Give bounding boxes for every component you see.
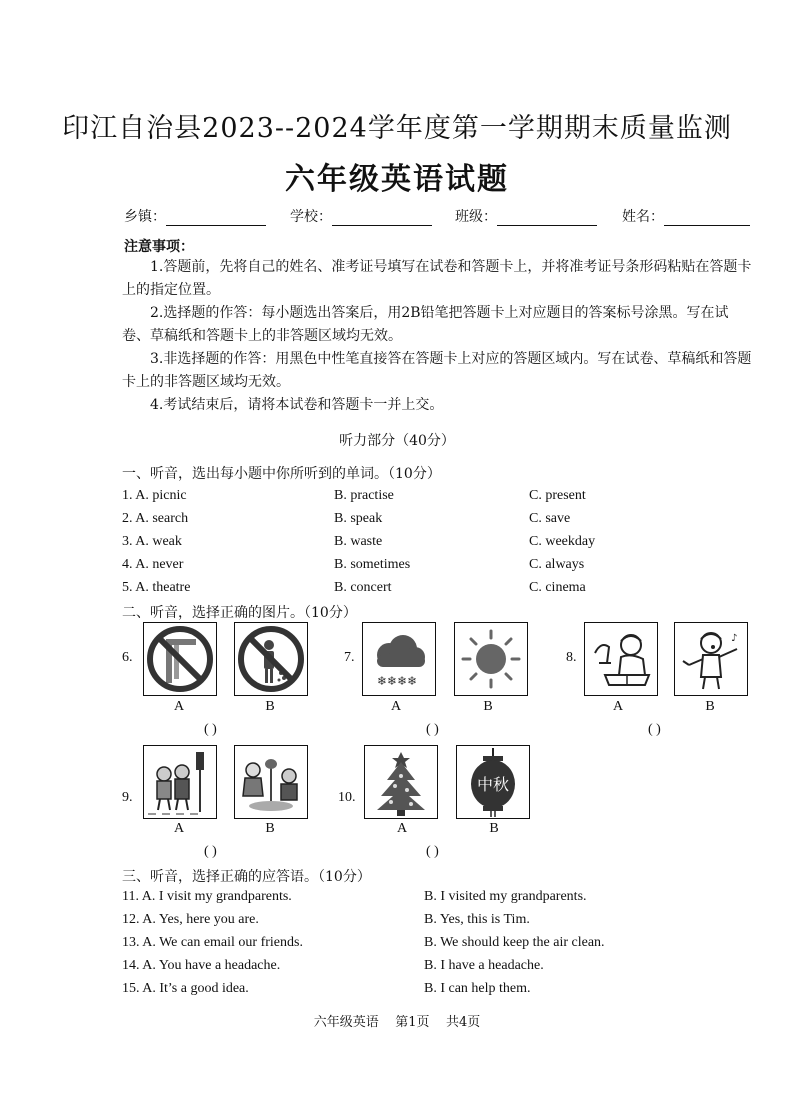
notice-item: 2.选择题的作答：每小题选出答案后，用2B铅笔把答题卡上对应题目的答案标号涂黑。写在试卷、草稿纸和答题卡上的非答题区域均无效。 [122,305,729,344]
answer-bracket[interactable]: ( ) [426,722,439,737]
picture-option-a[interactable] [362,622,436,696]
picture-label-a: A [173,821,185,836]
field-class-label: 班级： [455,209,497,225]
part3-heading: 三、听音，选择正确的应答语。（10分） [122,869,371,885]
picture-option-a[interactable] [143,622,217,696]
option-a: 12. A. Yes, here you are. [122,912,259,927]
notice-item: 1.答题前，先将自己的姓名、准考证号填写在试卷和答题卡上，并将准考证号条形码粘贴在答题卡上的指定位置。 [122,259,752,298]
option-a: 3. A. weak [122,534,182,549]
answer-bracket[interactable]: ( ) [204,722,217,737]
option-b: B. concert [334,580,392,595]
picture-label-a: A [173,699,185,714]
notice-heading: 注意事项： [124,239,194,255]
snow-cloud-icon [363,623,435,695]
option-a: 11. A. I visit my grandparents. [122,889,292,904]
listening-section-title: 听力部分（40分） [339,433,455,449]
lantern-text: 中秋 [476,775,510,794]
option-b: B. practise [334,488,394,503]
option-c: C. present [529,488,586,503]
page-footer: 六年级英语 第1页 共4页 [313,1015,481,1030]
answer-bracket[interactable]: ( ) [426,844,439,859]
picture-label-b: B [265,821,275,836]
option-a: 4. A. never [122,557,184,572]
question-number: 6. [122,650,133,665]
option-b: B. waste [334,534,383,549]
option-a: 1. A. picnic [122,488,187,503]
field-school-label: 学校： [290,209,332,225]
option-c: C. always [529,557,585,572]
part2-heading: 二、听音，选择正确的图片。（10分） [122,605,357,621]
picture-option-b[interactable] [454,622,528,696]
picture-label-a: A [612,699,624,714]
option-a: 5. A. theatre [122,580,191,595]
option-b: B. speak [334,511,383,526]
picture-label-b: B [489,821,499,836]
option-a: 14. A. You have a headache. [122,958,281,973]
sun-icon [455,623,527,695]
option-a: 13. A. We can email our friends. [122,935,303,950]
svg-text:♪: ♪ [731,633,738,644]
picture-option-a[interactable] [584,622,658,696]
children-crossing-icon [144,746,216,818]
svg-text:❄❄❄❄: ❄❄❄❄ [377,674,418,688]
option-b: B. I can help them. [424,981,531,996]
children-planting-icon [235,746,307,818]
answer-bracket[interactable]: ( ) [648,722,661,737]
question-number: 8. [566,650,577,665]
answer-bracket[interactable]: ( ) [204,844,217,859]
field-town-blank[interactable] [166,211,266,226]
field-class [455,206,597,226]
picture-option-b[interactable] [674,622,748,696]
christmas-tree-icon [365,746,437,818]
notice-item: 4.考试结束后，请将本试卷和答题卡一并上交。 [150,397,444,413]
no-littering-icon [235,623,307,695]
question-number: 9. [122,790,133,805]
option-c: C. cinema [529,580,586,595]
field-school-blank[interactable] [332,211,432,226]
picture-option-b[interactable] [456,745,530,819]
option-c: C. save [529,511,571,526]
no-sign-icon [144,623,216,695]
option-c: C. weekday [529,534,596,549]
picture-option-b[interactable] [234,745,308,819]
option-b: B. sometimes [334,557,411,572]
picture-label-b: B [265,699,275,714]
notice-list [122,256,754,417]
field-town [124,206,266,226]
picture-label-b: B [705,699,715,714]
picture-label-a: A [390,699,402,714]
exam-title: 印江自治县2023--2024学年度第一学期期末质量监测 [62,113,732,144]
lantern-icon [457,746,529,818]
option-a: 15. A. It’s a good idea. [122,981,249,996]
picture-label-a: A [396,821,408,836]
field-school [290,206,432,226]
picture-option-a[interactable] [364,745,438,819]
picture-option-b[interactable] [234,622,308,696]
exam-subtitle: 六年级英语试题 [285,162,509,197]
picture-option-a[interactable] [143,745,217,819]
field-name-label: 姓名： [622,209,664,225]
picture-label-b: B [483,699,493,714]
field-town-label: 乡镇： [124,209,166,225]
boy-singing-icon [675,623,747,695]
question-number: 10. [338,790,356,805]
notice-item: 3.非选择题的作答：用黑色中性笔直接答在答题卡上对应的答题区域内。写在试卷、草稿纸和答题卡上的非答题区域均无效。 [122,351,752,390]
boy-studying-icon [585,623,657,695]
option-b: B. We should keep the air clean. [424,935,605,950]
field-class-blank[interactable] [497,211,597,226]
field-name-blank[interactable] [664,211,750,226]
question-number: 7. [344,650,355,665]
field-name [622,206,750,226]
option-a: 2. A. search [122,511,189,526]
option-b: B. I visited my grandparents. [424,889,587,904]
part1-heading: 一、听音，选出每小题中你所听到的单词。（10分） [122,466,441,482]
option-b: B. Yes, this is Tim. [424,912,530,927]
option-b: B. I have a headache. [424,958,544,973]
